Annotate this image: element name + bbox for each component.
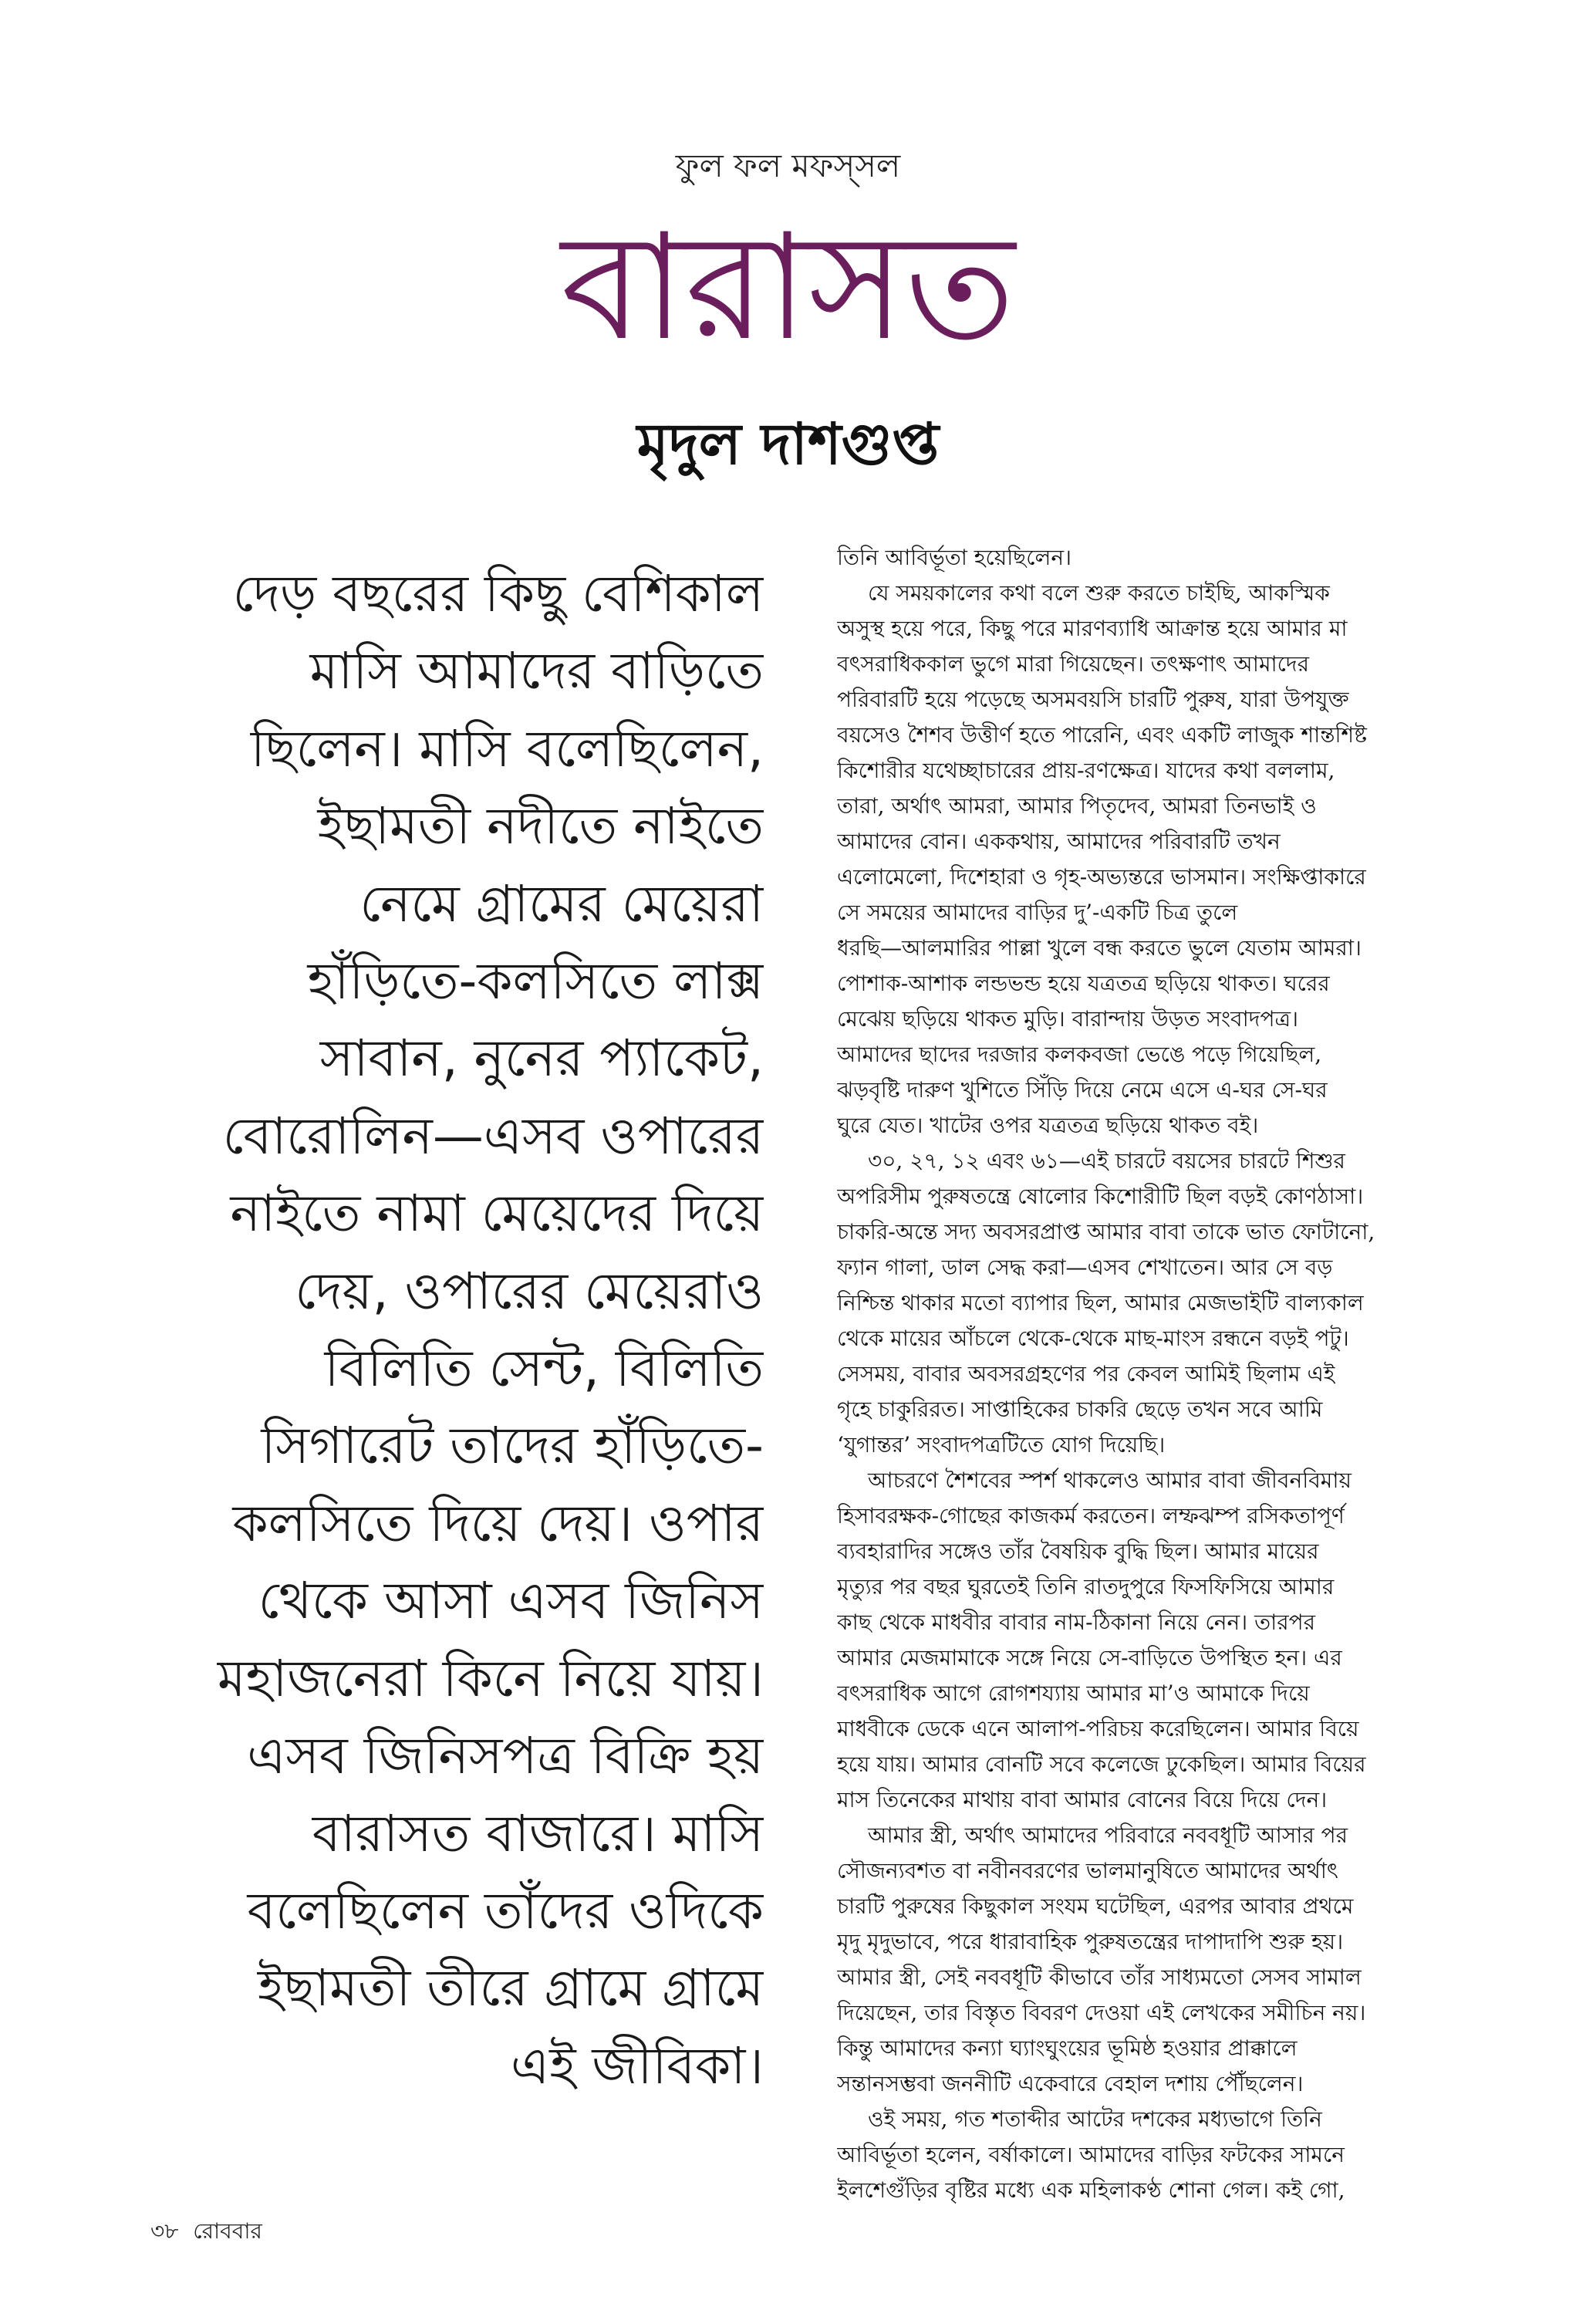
body-text-line: থেকে মায়ের আঁচলে থেকে-থেকে মাছ-মাংস রন্ধনে বড়ই পটু।: [837, 1326, 1349, 1351]
body-text-line: ৩০, ২৭, ১২ এবং ৬১—এই চারটে বয়সের চারটে শিশুর: [868, 1148, 1345, 1174]
body-text-line: মৃত্যুর পর বছর ঘুরতেই তিনি রাতদুপুরে ফিসফিসিয়ে আমার: [837, 1574, 1335, 1599]
pull-quote-line: মহাজনেরা কিনে নিয়ে যায়।: [217, 1648, 764, 1708]
body-text-line: মাধবীকে ডেকে এনে আলাপ-পরিচয় করেছিলেন। আমার বিয়ে: [837, 1716, 1359, 1741]
body-text-line: হয়ে যায়। আমার বোনটি সবে কলেজে ঢুকেছিল। আমার বিয়ের: [837, 1751, 1366, 1777]
body-text-line: হিসাবরক্ষক-গোছের কাজকর্ম করতেন। লম্ফঝম্প রসিকতাপূর্ণ: [837, 1503, 1345, 1529]
author-name: মৃদুল দাশগুপ্ত: [636, 411, 940, 478]
body-text-line: কিন্তু আমাদের কন্যা ঘ্যাংঘুংয়ের ভূমিষ্ঠ হওয়ার প্রাক্কালে: [837, 2035, 1298, 2061]
body-text-line: ওই সময়, গত শতাব্দীর আটের দশকের মধ্যভাগে তিনি: [868, 2106, 1322, 2132]
pull-quote-line: দেয়, ওপারের মেয়েরাও: [295, 1261, 764, 1321]
pull-quote-line: সিগারেট তাদের হাঁড়িতে-: [261, 1416, 764, 1476]
pull-quote-line: ইছামতী নদীতে নাইতে: [317, 796, 764, 856]
article-body: [837, 540, 1439, 2208]
body-text-line: অসুস্থ হয়ে পরে, কিছু পরে মারণব্যাধি আক্রান্ত হয়ে আমার মা: [837, 616, 1348, 641]
body-text-line: ফ্যান গালা, ডাল সেদ্ধ করা—এসব শেখাতেন। আর সে বড়: [837, 1255, 1333, 1280]
body-text-line: নিশ্চিন্ত থাকার মতো ব্যাপার ছিল, আমার মেজভাইটি বাল্যকাল: [837, 1290, 1364, 1316]
pull-quote-line: সাবান, নুনের প্যাকেট,: [319, 1029, 764, 1089]
body-text-line: পোশাক-আশাক লন্ডভন্ড হয়ে যত্রতত্র ছড়িয়ে থাকত। ঘরের: [837, 971, 1330, 996]
body-text-line: মেঝেয় ছড়িয়ে থাকত মুড়ি। বারান্দায় উড়ত সংবাদপত্র।: [837, 1006, 1299, 1032]
pull-quote-line: থেকে আসা এসব জিনিস: [258, 1571, 764, 1631]
pull-quote-line: নেমে গ্রামের মেয়েরা: [359, 873, 764, 934]
body-text-line: বৎসরাধিক আগে রোগশয্যায় আমার মা’ও আমাকে দিয়ে: [837, 1681, 1310, 1706]
body-text-line: যে সময়কালের কথা বলে শুরু করতে চাইছি, আকস্মিক: [868, 580, 1330, 606]
pull-quote-line: বলেছিলেন তাঁদের ওদিকে: [247, 1880, 764, 1941]
body-text-line: আচরণে শৈশবের স্পর্শ থাকলেও আমার বাবা জীবনবিমায়: [868, 1468, 1352, 1493]
page-footer: [150, 2214, 270, 2251]
body-text-line: আমাদের ছাদের দরজার কলকবজা ভেঙে পড়ে গিয়েছিল,: [837, 1042, 1322, 1067]
page-title: বারাসত: [561, 202, 1015, 373]
body-text-line: তারা, অর্থাৎ আমরা, আমার পিতৃদেব, আমরা তিনভাই ও: [837, 793, 1317, 819]
pull-quote-line: বোরোলিন—এসব ওপারের: [222, 1106, 764, 1166]
body-text-line: সে সময়ের আমাদের বাড়ির দু’-একটি চিত্র তুলে: [837, 900, 1238, 925]
pull-quote-line: নাইতে নামা মেয়েদের দিয়ে: [230, 1184, 764, 1244]
series-label: ফুল ফল মফস্‌সল: [675, 147, 901, 184]
pull-quote-line: বারাসত বাজারে। মাসি: [312, 1803, 764, 1863]
body-text-line: ইলশেগুঁড়ির বৃষ্টির মধ্যে এক মহিলাকণ্ঠ শোনা গেল। কই গো,: [837, 2177, 1345, 2203]
body-text-line: মৃদু মৃদুভাবে, পরে ধারাবাহিক পুরুষতন্ত্রের দাপাদাপি শুরু হয়।: [837, 1929, 1344, 1954]
body-text-line: পরিবারটি হয়ে পড়েছে অসমবয়সি চারটি পুরুষ, যারা উপযুক্ত: [837, 687, 1349, 712]
pull-quote-line: কলসিতে দিয়ে দেয়। ওপার: [232, 1493, 764, 1553]
pull-quote-line: এসব জিনিসপত্র বিক্রি হয়: [247, 1726, 764, 1786]
body-text-line: এলোমেলো, দিশেহারা ও গৃহ-অভ্যন্তরে ভাসমান। সংক্ষিপ্তাকারে: [837, 864, 1366, 890]
body-text-line: গৃহে চাকুরিরত। সাপ্তাহিকের চাকরি ছেড়ে তখন সবে আমি: [837, 1397, 1323, 1422]
body-text-line: অপরিসীম পুরুষতন্ত্রে ষোলোর কিশোরীটি ছিল বড়ই কোণঠাসা।: [837, 1184, 1364, 1209]
pull-quote-line: মাসি আমাদের বাড়িতে: [309, 641, 764, 701]
body-text-line: বয়সেও শৈশব উত্তীর্ণ হতে পারেনি, এবং একটি লাজুক শান্তশিষ্ট: [837, 722, 1367, 748]
pull-quote-line: হাঁড়িতে-কলসিতে লাক্স: [307, 951, 764, 1012]
body-text-line: তিনি আবির্ভূতা হয়েছিলেন।: [837, 545, 1072, 570]
pull-quote-line: দেড় বছরের কিছু বেশিকাল: [232, 564, 764, 623]
pull-quote-line: ইছামতী তীরে গ্রামে গ্রামে: [257, 1958, 764, 2018]
body-text-line: বৎসরাধিককাল ভুগে মারা গিয়েছেন। তৎক্ষণাৎ আমাদের: [837, 651, 1310, 677]
body-text-line: সেসময়, বাবার অবসরগ্রহণের পর কেবল আমিই ছিলাম এই: [837, 1361, 1335, 1387]
body-text-line: ঘুরে যেত। খাটের ওপর যত্রতত্র ছড়িয়ে থাকত বই।: [837, 1113, 1259, 1138]
body-text-line: আমার স্ত্রী, অর্থাৎ আমাদের পরিবারে নববধূটি আসার পর: [868, 1822, 1348, 1848]
body-text-line: ধরছি—আলমারির পাল্লা খুলে বন্ধ করতে ভুলে যেতাম আমরা।: [837, 935, 1362, 961]
body-text-line: দিয়েছেন, তার বিস্তৃত বিবরণ দেওয়া এই লেখকের সমীচিন নয়।: [837, 2000, 1366, 2025]
pull-quote-line: ছিলেন। মাসি বলেছিলেন,: [250, 718, 764, 779]
body-text-line: সন্তানসম্ভবা জননীটি একেবারে বেহাল দশায় পৌঁছলেন।: [837, 2071, 1304, 2096]
magazine-name: রোববার: [193, 2218, 262, 2244]
pull-quote: [147, 556, 764, 2105]
body-text-line: কাছ থেকে মাধবীর বাবার নাম-ঠিকানা নিয়ে নেন। তারপর: [837, 1610, 1316, 1635]
body-text-line: চাকরি-অন্তে সদ্য অবসরপ্রাপ্ত আমার বাবা তাকে ভাত ফোটানো,: [837, 1219, 1375, 1245]
body-text-line: ‘যুগান্তর’ সংবাদপত্রটিতে যোগ দিয়েছি।: [837, 1432, 1166, 1458]
body-text-line: কিশোরীর যথেচ্ছাচারের প্রায়-রণক্ষেত্র। যাদের কথা বললাম,: [837, 758, 1335, 783]
page-number: ৩৮: [150, 2218, 179, 2244]
pull-quote-line: বিলিতি সেন্ট, বিলিতি: [324, 1339, 764, 1399]
body-text-line: চারটি পুরুষের কিছুকাল সংযম ঘটেছিল, এরপর আবার প্রথমে: [837, 1893, 1354, 1919]
body-text-line: আবির্ভূতা হলেন, বর্ষাকালে। আমাদের বাড়ির ফটকের সামনে: [837, 2142, 1345, 2167]
body-text-line: ব্যবহারাদির সঙ্গেও তাঁর বৈষয়িক বুদ্ধি ছিল। আমার মায়ের: [837, 1539, 1319, 1564]
body-text-line: আমাদের বোন। এককথায়, আমাদের পরিবারটি তখন: [837, 829, 1281, 854]
body-text-line: আমার মেজমামাকে সঙ্গে নিয়ে সে-বাড়িতে উপস্থিত হন। এর: [837, 1645, 1342, 1670]
body-text-line: মাস তিনেকের মাথায় বাবা আমার বোনের বিয়ে দিয়ে দেন।: [837, 1787, 1328, 1812]
body-text-line: ঝড়বৃষ্টি দারুণ খুশিতে সিঁড়ি দিয়ে নেমে এসে এ-ঘর সে-ঘর: [837, 1077, 1328, 1103]
pull-quote-line: এই জীবিকা।: [511, 2035, 764, 2096]
body-text-line: আমার স্ত্রী, সেই নববধূটি কীভাবে তাঁর সাধ্যমতো সেসব সামাল: [837, 1964, 1362, 1990]
body-text-line: সৌজন্যবশত বা নবীনবরণের ভালমানুষিতে আমাদের অর্থাৎ: [837, 1858, 1338, 1883]
